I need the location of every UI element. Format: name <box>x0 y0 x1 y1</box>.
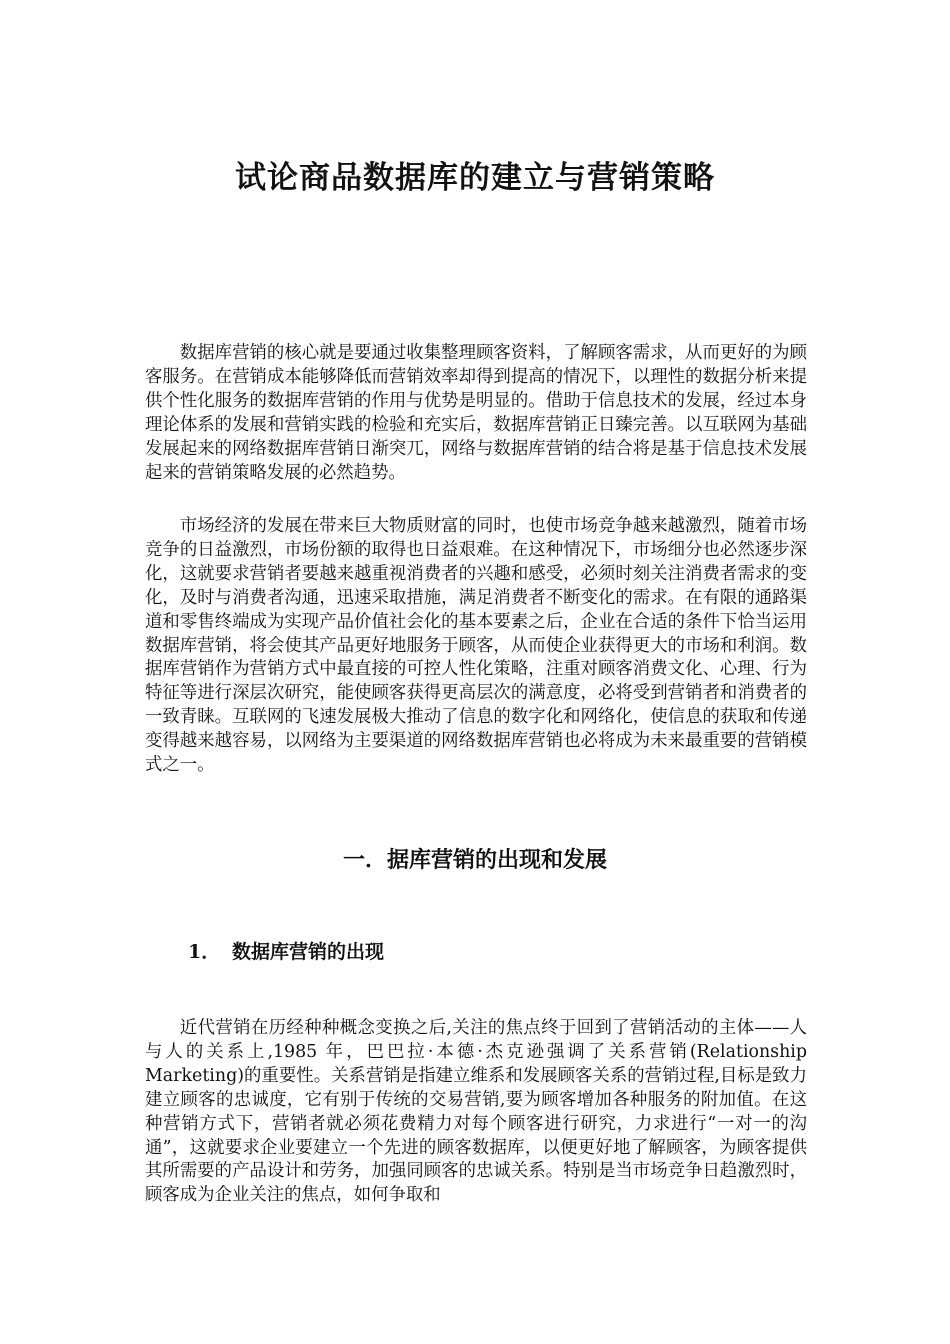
document-title: 试论商品数据库的建立与营销策略 <box>235 160 715 196</box>
intro-paragraph-2: 市场经济的发展在带来巨大物质财富的同时，也使市场竞争越来越激烈，随着市场竞争的日益激烈，市场份额的取得也日益艰难。在这种情况下，市场细分也必然逐步深化，这就要求营销者要越来越重视消费者的兴趣和感受，必须时刻关注消费者需求的变化，及时与消费者沟通，迅速采取措施，满足消费者不断变化的需求。在有限的通路渠道和零售终端成为实现产品价值社会化的基本要素之后，企业在合适的条件下恰当运用数据库营销，将会使其产品更好地服务于顾客，从而使企业获得更大的市场和利润。数据库营销作为营销方式中最直接的可控人性化策略，注重对顾客消费文化、心理、行为特征等进行深层次研究，能使顾客获得更高层次的满意度，必将受到营销者和消费者的一致青睐。互联网的飞速发展极大推动了信息的数字化和网络化，使信息的获取和传递变得越来越容易，以网络为主要渠道的网络数据库营销也必将成为未来最重要的营销模式之一。 <box>145 516 807 776</box>
body-paragraph-3: 近代营销在历经种种概念变换之后,关注的焦点终于回到了营销活动的主体——人与人的关系上,1985 年，巴巴拉·本德·杰克逊强调了关系营销(Relationship Marketing)的重要性。关系营销是指建立维系和发展顾客关系的营销过程,目标是致力建立顾客的忠诚度，它有别于传统的交易营销,要为顾客增加各种服务的附加值。在这种营销方式下，营销者就必须花费精力对每个顾客进行研究，力求进行“一对一的沟通”，这就要求企业要建立一个先进的顾客数据库，以便更好地了解顾客，为顾客提供其所需要的产品设计和劳务，加强同顾客的忠诚关系。特别是当市场竞争日趋激烈时，顾客成为企业关注的焦点，如何争取和 <box>145 1018 807 1206</box>
subsection-heading <box>188 937 384 967</box>
subsection-title: 数据库营销的出现 <box>232 941 385 963</box>
subsection-number: 1． <box>188 941 221 963</box>
section-heading: 一．据库营销的出现和发展 <box>342 847 607 873</box>
intro-paragraph-1: 数据库营销的核心就是要通过收集整理顾客资料，了解顾客需求，从而更好的为顾客服务。在营销成本能够降低而营销效率却得到提高的情况下，以理性的数据分析来提供个性化服务的数据库营销的作用与优势是明显的。借助于信息技术的发展，经过本身理论体系的发展和营销实践的检验和充实后，数据库营销正日臻完善。以互联网为基础发展起来的网络数据库营销日渐突兀，网络与数据库营销的结合将是基于信息技术发展起来的营销策略发展的必然趋势。 <box>145 343 807 483</box>
